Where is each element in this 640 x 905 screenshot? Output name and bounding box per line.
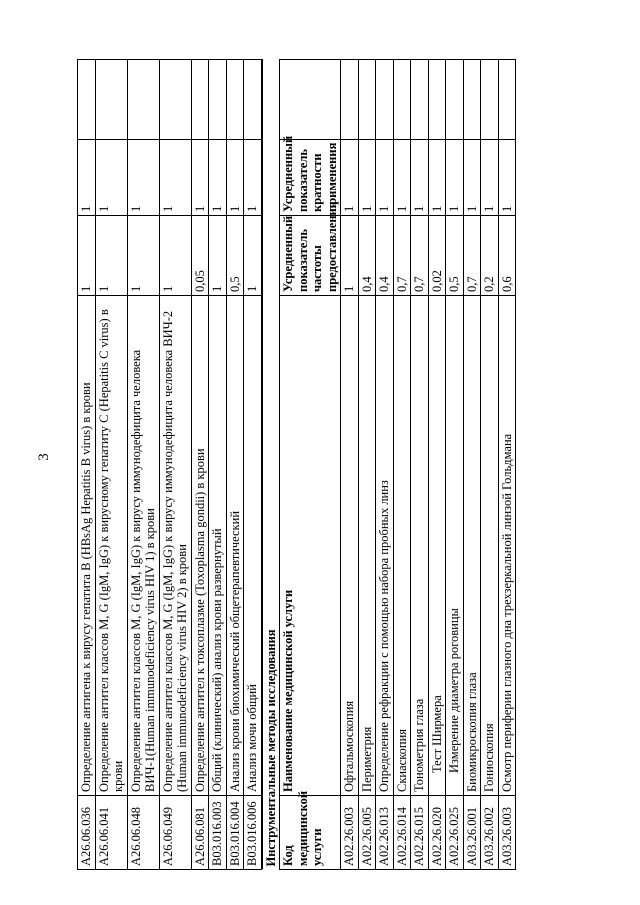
service-code: B03.016.006 <box>244 796 262 870</box>
service-name: Определение антител классов M, G (IgM, IgG) к вирусу иммунодефицита человека ВИЧ-1(Human immunodeficiency virus HIV 1) в крови <box>127 296 159 796</box>
service-name: Определение антител классов M, G (IgM, IgG) к вирусному гепатиту C (Hepatitis C virus) в крови <box>95 296 127 796</box>
header-mult: Усредненный показатель кратности применения <box>280 140 341 216</box>
multiplicity-value: 1 <box>358 140 376 216</box>
header-empty <box>280 59 341 139</box>
multiplicity-value: 1 <box>463 140 481 216</box>
frequency-value: 1 <box>341 216 359 296</box>
multiplicity-value: 1 <box>481 140 499 216</box>
empty-cell <box>376 59 394 139</box>
frequency-value: 1 <box>127 216 159 296</box>
empty-cell <box>463 59 481 139</box>
table-row <box>411 59 429 869</box>
empty-cell <box>226 60 244 140</box>
service-code: A26.06.041 <box>95 796 127 870</box>
header-code: Код медицинской услуги <box>280 796 341 870</box>
empty-cell <box>244 60 262 140</box>
table-row <box>244 60 262 870</box>
frequency-value: 0,2 <box>481 216 499 296</box>
multiplicity-value: 1 <box>446 140 464 216</box>
service-name: Измерение диаметра роговицы <box>446 296 464 796</box>
service-code: A02.26.013 <box>376 796 394 870</box>
lab-table <box>77 59 262 870</box>
service-code: A02.26.014 <box>393 796 411 870</box>
multiplicity-value: 1 <box>78 140 96 216</box>
frequency-value: 1 <box>209 216 227 296</box>
table-row <box>376 59 394 869</box>
table-row <box>191 60 209 870</box>
table-row <box>446 59 464 869</box>
service-code: A26.06.049 <box>159 796 191 870</box>
table-row <box>226 60 244 870</box>
page-number: 3 <box>36 453 52 461</box>
header-freq: Усредненный показатель частоты предоставления <box>280 216 341 296</box>
frequency-value: 0,4 <box>376 216 394 296</box>
frequency-value: 0,4 <box>358 216 376 296</box>
service-name: Скиаскопия <box>393 296 411 796</box>
section-row <box>262 59 280 869</box>
frequency-value: 0,5 <box>446 216 464 296</box>
table-row <box>498 59 516 869</box>
service-name: Определение рефракции с помощью набора пробных линз <box>376 296 394 796</box>
empty-cell <box>95 60 127 140</box>
service-code: A03.26.003 <box>498 796 516 870</box>
service-code: A02.26.003 <box>341 796 359 870</box>
header-name: Наименование медицинской услуги <box>280 296 341 796</box>
table-row <box>159 60 191 870</box>
empty-cell <box>159 60 191 140</box>
section-title: Инструментальные методы исследования <box>262 59 280 869</box>
empty-cell <box>358 59 376 139</box>
empty-cell <box>127 60 159 140</box>
empty-cell <box>341 59 359 139</box>
frequency-value: 0,5 <box>226 216 244 296</box>
service-name: Осмотр периферии глазного дна трехзеркальной линзой Гольдмана <box>498 296 516 796</box>
service-name: Определение антител классов M, G (IgM, IgG) к вирусу иммунодефицита человека ВИЧ-2 (Human immunodeficiency virus HIV 2) в крови <box>159 296 191 796</box>
multiplicity-value: 1 <box>376 140 394 216</box>
table-row <box>209 60 227 870</box>
service-code: A02.26.025 <box>446 796 464 870</box>
table-row <box>95 60 127 870</box>
service-name: Анализ мочи общий <box>244 296 262 796</box>
empty-cell <box>78 60 96 140</box>
table-row <box>481 59 499 869</box>
table-row <box>341 59 359 869</box>
table-row <box>127 60 159 870</box>
multiplicity-value: 1 <box>411 140 429 216</box>
multiplicity-value: 1 <box>244 140 262 216</box>
multiplicity-value: 1 <box>191 140 209 216</box>
service-name: Гониоскопия <box>481 296 499 796</box>
table-row <box>358 59 376 869</box>
service-code: A02.26.020 <box>428 796 446 870</box>
service-name: Общий (клинический) анализ крови развернутый <box>209 296 227 796</box>
service-code: A26.06.048 <box>127 796 159 870</box>
service-code: A26.06.081 <box>191 796 209 870</box>
empty-cell <box>209 60 227 140</box>
multiplicity-value: 1 <box>127 140 159 216</box>
service-code: B03.016.004 <box>226 796 244 870</box>
lab-table-body <box>78 60 262 870</box>
frequency-value: 1 <box>159 216 191 296</box>
empty-cell <box>393 59 411 139</box>
empty-cell <box>428 59 446 139</box>
table-row <box>78 60 96 870</box>
frequency-value: 1 <box>244 216 262 296</box>
service-code: A26.06.036 <box>78 796 96 870</box>
service-code: A03.26.001 <box>463 796 481 870</box>
multiplicity-value: 1 <box>226 140 244 216</box>
multiplicity-value: 1 <box>95 140 127 216</box>
frequency-value: 1 <box>78 216 96 296</box>
multiplicity-value: 1 <box>341 140 359 216</box>
multiplicity-value: 1 <box>159 140 191 216</box>
service-code: A02.26.005 <box>358 796 376 870</box>
empty-cell <box>191 60 209 140</box>
service-name: Определение антигена к вирусу гепатита B (HBsAg Hepatitis B virus) в крови <box>78 296 96 796</box>
empty-cell <box>498 59 516 139</box>
table-row <box>393 59 411 869</box>
service-name: Анализ крови биохимический общетерапевтический <box>226 296 244 796</box>
frequency-value: 0,7 <box>411 216 429 296</box>
instrumental-table <box>262 59 517 870</box>
empty-cell <box>446 59 464 139</box>
service-code: B03.016.003 <box>209 796 227 870</box>
multiplicity-value: 1 <box>209 140 227 216</box>
multiplicity-value: 1 <box>428 140 446 216</box>
instrumental-table-body <box>262 59 516 869</box>
frequency-value: 0,02 <box>428 216 446 296</box>
header-row <box>280 59 341 869</box>
frequency-value: 1 <box>95 216 127 296</box>
service-name: Офтальмоскопия <box>341 296 359 796</box>
empty-cell <box>411 59 429 139</box>
table-row <box>428 59 446 869</box>
service-name: Тонометрия глаза <box>411 296 429 796</box>
service-name: Тест Ширмера <box>428 296 446 796</box>
frequency-value: 0,05 <box>191 216 209 296</box>
rotated-content <box>77 60 516 870</box>
service-code: A02.26.015 <box>411 796 429 870</box>
service-code: A03.26.002 <box>481 796 499 870</box>
frequency-value: 0,6 <box>498 216 516 296</box>
table-row <box>463 59 481 869</box>
service-name: Биомикроскопия глаза <box>463 296 481 796</box>
multiplicity-value: 1 <box>498 140 516 216</box>
frequency-value: 0,7 <box>393 216 411 296</box>
multiplicity-value: 1 <box>393 140 411 216</box>
empty-cell <box>481 59 499 139</box>
frequency-value: 0,7 <box>463 216 481 296</box>
service-name: Периметрия <box>358 296 376 796</box>
service-name: Определение антител к токсоплазме (Toxoplasma gondii) в крови <box>191 296 209 796</box>
